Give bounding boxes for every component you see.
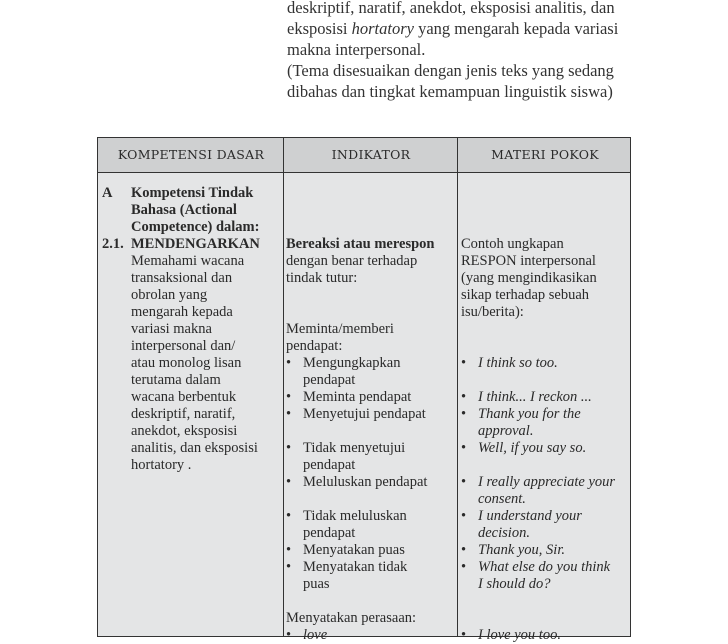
text: eksposisi [287, 19, 352, 38]
cell-line [102, 304, 282, 321]
line-text: Thank you for the [478, 406, 581, 422]
cell-line [461, 576, 631, 593]
bullet-icon: • [461, 355, 467, 371]
line-text: Menyetujui pendapat [303, 406, 426, 422]
cell-line [102, 185, 282, 202]
line-text: sikap terhadap sebuah [461, 287, 590, 303]
bullet-icon: • [461, 389, 467, 405]
cell-line [461, 304, 631, 321]
line-text: Thank you, Sir. [478, 542, 565, 558]
bullet-icon: • [286, 508, 292, 524]
emphasis: hortatory [351, 19, 414, 38]
line-text: deskriptif, naratif, [131, 406, 236, 422]
bullet-icon: • [286, 389, 292, 405]
column-divider [283, 138, 284, 636]
item-number: 2.1. [102, 236, 124, 252]
cell-line [461, 610, 631, 627]
line-text: puas [303, 576, 330, 592]
intro-line: (Tema disesuaikan dengan jenis teks yang sedang [287, 61, 614, 80]
bullet-icon: • [286, 542, 292, 558]
cell-line [102, 406, 282, 423]
item-number: A [102, 185, 113, 201]
line-text: anekdot, eksposisi [131, 423, 238, 439]
cell-line [286, 219, 456, 236]
line-text: I think so too. [478, 355, 558, 371]
cell-line [286, 202, 456, 219]
cell-line [461, 542, 631, 559]
line-text: love [303, 627, 328, 643]
cell-line [286, 440, 456, 457]
line-text: (yang mengindikasikan [461, 270, 597, 286]
line-text: Meminta pendapat [303, 389, 412, 405]
bullet-icon: • [461, 474, 467, 490]
line-text: RESPON interpersonal [461, 253, 596, 269]
cell-line [286, 389, 456, 406]
cell-line [102, 236, 282, 253]
line-text: I understand your [478, 508, 582, 524]
line-text: MENDENGARKAN [131, 236, 260, 252]
line-text: terutama dalam [131, 372, 221, 388]
line-text: Memahami wacana [131, 253, 245, 269]
line-text: atau monolog lisan [131, 355, 242, 371]
cell-line [102, 253, 282, 270]
line-text: analitis, dan eksposisi [131, 440, 258, 456]
cell-line [286, 559, 456, 576]
intro-line [287, 18, 637, 39]
cell-line [286, 372, 456, 389]
line-text: tindak tutur: [286, 270, 358, 286]
line-text: Well, if you say so. [478, 440, 587, 456]
cell-line [286, 525, 456, 542]
line-text: Menyatakan puas [303, 542, 405, 558]
cell-line [102, 355, 282, 372]
bullet-icon: • [286, 406, 292, 422]
line-text: Competence) dalam: [131, 219, 260, 235]
line-text: consent. [478, 491, 526, 507]
header-materi-pokok: MATERI POKOK [491, 147, 599, 162]
line-text: obrolan yang [131, 287, 208, 303]
line-text: hortatory . [131, 457, 192, 473]
cell-line [461, 525, 631, 542]
cell-line [461, 440, 631, 457]
cell-line [102, 440, 282, 457]
cell-line [461, 508, 631, 525]
cell-line [461, 338, 631, 355]
cell-line [286, 270, 456, 287]
intro-paragraph [287, 0, 637, 102]
cell-line [461, 457, 631, 474]
cell-line [286, 474, 456, 491]
cell-line [102, 423, 282, 440]
line-text: Kompetensi Tindak [131, 185, 254, 201]
cell-line [286, 423, 456, 440]
line-text: dengan benar terhadap [286, 253, 418, 269]
cell-line [461, 559, 631, 576]
header-kompetensi-dasar: KOMPETENSI DASAR [117, 147, 265, 162]
bullet-icon: • [286, 474, 292, 490]
line-text: isu/berita): [461, 304, 524, 320]
cell-line [286, 593, 456, 610]
cell-line [461, 491, 631, 508]
cell-line [461, 202, 631, 219]
materi-pokok-column [461, 185, 631, 644]
intro-line: makna interpersonal. [287, 40, 426, 59]
cell-line [461, 474, 631, 491]
line-text: wacana berbentuk [131, 389, 237, 405]
cell-line [286, 355, 456, 372]
line-text: Meminta/memberi [286, 321, 394, 337]
bullet-icon: • [461, 508, 467, 524]
cell-line [102, 389, 282, 406]
line-text: Mengungkapkan [303, 355, 401, 371]
cell-line [461, 253, 631, 270]
bullet-icon: • [461, 627, 467, 643]
indikator-column [286, 185, 456, 644]
cell-line [286, 406, 456, 423]
cell-line [461, 321, 631, 338]
cell-line [461, 389, 631, 406]
cell-line [102, 338, 282, 355]
line-text: I really appreciate your [478, 474, 616, 490]
table-header [98, 138, 630, 173]
line-text: transaksional dan [131, 270, 233, 286]
cell-line [286, 236, 456, 253]
line-text: Bahasa (Actional [131, 202, 237, 218]
line-text: pendapat [303, 525, 356, 541]
cell-line [102, 270, 282, 287]
cell-line [102, 321, 282, 338]
bullet-icon: • [286, 355, 292, 371]
bullet-icon: • [461, 440, 467, 456]
line-text: What else do you think [478, 559, 611, 575]
bullet-icon: • [286, 627, 292, 643]
cell-line [286, 457, 456, 474]
line-text: Tidak menyetujui [303, 440, 406, 456]
header-indikator: INDIKATOR [331, 147, 411, 162]
line-text: mengarah kepada [131, 304, 233, 320]
cell-line [286, 610, 456, 627]
line-text: pendapat: [286, 338, 343, 354]
line-text: pendapat [303, 372, 356, 388]
line-text: approval. [478, 423, 534, 439]
cell-line [102, 457, 282, 474]
bullet-icon: • [286, 559, 292, 575]
cell-line [461, 593, 631, 610]
line-text: I love you too. [478, 627, 561, 643]
cell-line [461, 219, 631, 236]
line-text: decision. [478, 525, 530, 541]
cell-line [286, 321, 456, 338]
cell-line [102, 219, 282, 236]
intro-line: dibahas dan tingkat kemampuan linguistik siswa) [287, 82, 613, 101]
cell-line [286, 338, 456, 355]
cell-line [461, 287, 631, 304]
line-text: I should do? [478, 576, 551, 592]
cell-line [286, 576, 456, 593]
line-text: interpersonal dan/ [131, 338, 236, 354]
cell-line [286, 491, 456, 508]
curriculum-table [97, 137, 631, 643]
cell-line [102, 287, 282, 304]
cell-line [461, 185, 631, 202]
cell-line [461, 406, 631, 423]
line-text: I think... I reckon ... [478, 389, 592, 405]
cell-line [461, 236, 631, 253]
line-text: Meluluskan pendapat [303, 474, 428, 490]
kompetensi-dasar-column [102, 185, 282, 474]
cell-line [461, 270, 631, 287]
text: yang mengarah kepada variasi [413, 19, 619, 38]
line-text: Menyatakan tidak [303, 559, 408, 575]
cell-line [461, 423, 631, 440]
line-text: variasi makna [131, 321, 212, 337]
line-text: Menyatakan perasaan: [286, 610, 417, 626]
cell-line [286, 287, 456, 304]
bullet-icon: • [461, 542, 467, 558]
line-text: Tidak meluluskan [303, 508, 407, 524]
line-text: pendapat [303, 457, 356, 473]
cell-line [461, 372, 631, 389]
line-text: Bereaksi atau merespon [286, 236, 435, 252]
cell-line [461, 355, 631, 372]
cell-line [286, 253, 456, 270]
column-divider [457, 138, 458, 636]
bullet-icon: • [286, 440, 292, 456]
cell-line [102, 372, 282, 389]
cell-line [286, 542, 456, 559]
cell-line [286, 185, 456, 202]
bullet-icon: • [461, 559, 467, 575]
cell-line [286, 304, 456, 321]
cell-line [286, 508, 456, 525]
intro-line: deskriptif, naratif, anekdot, eksposisi analitis, dan [287, 0, 615, 17]
line-text: Contoh ungkapan [461, 236, 564, 252]
bullet-icon: • [461, 406, 467, 422]
cell-line [102, 202, 282, 219]
